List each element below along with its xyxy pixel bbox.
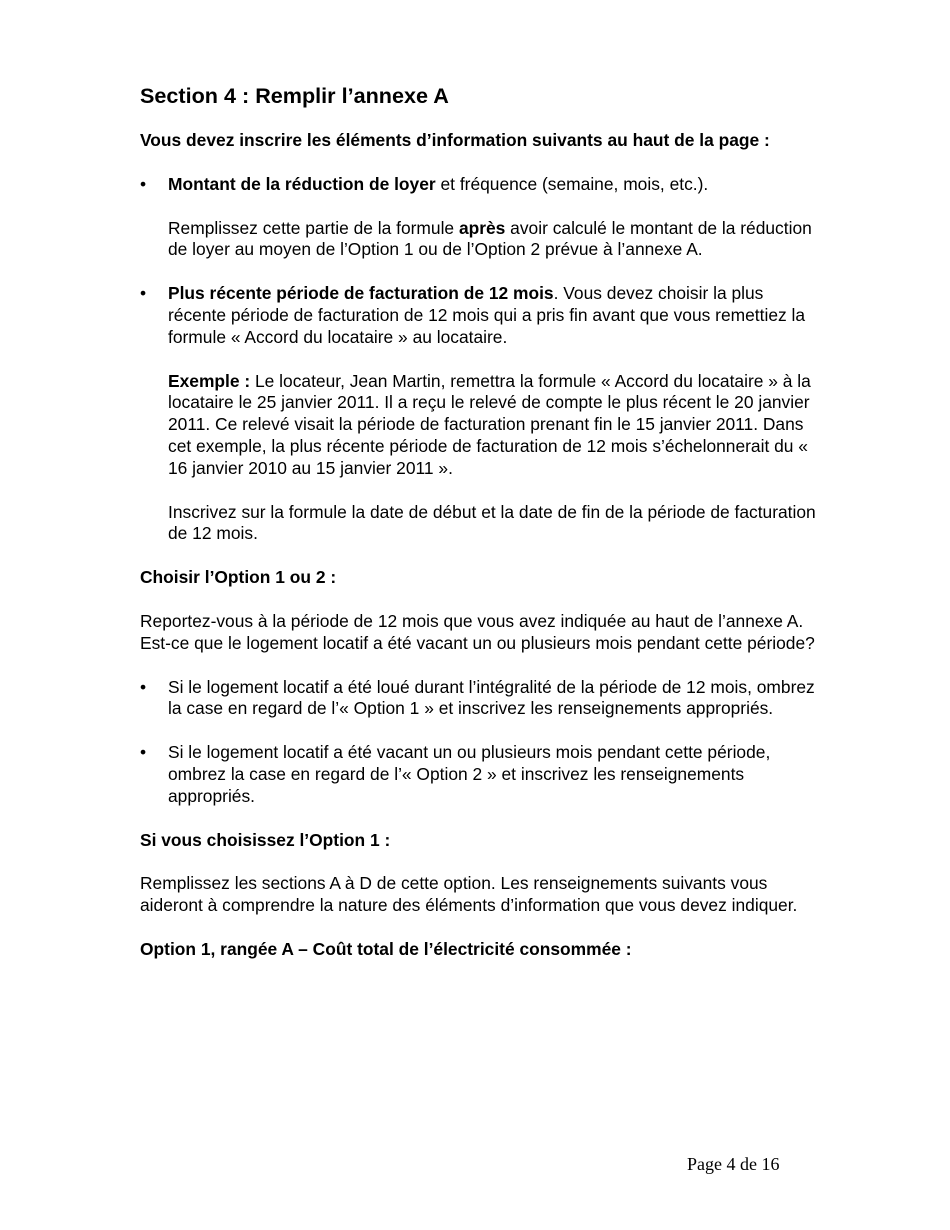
bullet-rent-reduction-text: et fréquence (semaine, mois, etc.).: [435, 173, 709, 194]
option1-paragraph: Remplissez les sections A à D de cette option. Les renseignements suivants vous aideront à comprendre la nature des éléments d’information que vous devez indiquer.: [140, 873, 798, 916]
page-content: [140, 82, 820, 983]
example-label: Exemple :: [168, 370, 251, 391]
choose-option-paragraph: Reportez-vous à la période de 12 mois que vous avez indiquée au haut de l’annexe A. Est-ce que le logement locatif a été vacant un ou plusieurs mois pendant cette période?: [140, 610, 815, 653]
page-number: Page 4 de 16: [687, 1154, 780, 1174]
paragraph-after-text-2: avoir calculé le montant de la réduction de loyer au moyen de l’Option 1 ou de l’Option 2 prévue à l’annexe A.: [168, 217, 812, 260]
bullet-option-1: • Si le logement locatif a été loué durant l’intégralité de la période de 12 mois, ombrez la case en regard de l’« Option 1 » et inscrivez les renseignements appropriés.: [140, 677, 820, 721]
option1-heading: Si vous choisissez l’Option 1 :: [140, 829, 391, 850]
bullet-billing-period-text: . Vous devez choisir la plus récente période de facturation de 12 mois qui a pris fin avant que vous remettiez la formule « Accord du locataire » au locataire.: [168, 283, 806, 347]
paragraph-after-calculation: [140, 218, 820, 262]
bullet-billing-period-bold: Plus récente période de facturation de 12 mois: [168, 283, 554, 304]
paragraph-after-text-1: Remplissez cette partie de la formule: [168, 217, 459, 238]
option1-row-a-heading: Option 1, rangée A – Coût total de l’électricité consommée :: [140, 938, 632, 959]
section-title: Section 4 : Remplir l’annexe A: [140, 83, 449, 108]
choose-option-heading: Choisir l’Option 1 ou 2 :: [140, 567, 337, 588]
bullet-rent-reduction: [140, 174, 820, 196]
bullet-option-2: • Si le logement locatif a été vacant un ou plusieurs mois pendant cette période, ombrez la case en regard de l’« Option 2 » et inscrivez les renseignements appropriés.: [140, 742, 820, 807]
bullet-rent-reduction-bold: Montant de la réduction de loyer: [168, 173, 436, 194]
example-paragraph: [140, 371, 820, 480]
paragraph-after-bold: après: [458, 217, 506, 238]
paragraph-inscrivez: Inscrivez sur la formule la date de début et la date de fin de la période de facturation de 12 mois.: [168, 501, 816, 544]
bullet-billing-period: [140, 283, 820, 348]
section-intro: Vous devez inscrire les éléments d’information suivants au haut de la page :: [140, 130, 770, 150]
example-text: Le locateur, Jean Martin, remettra la formule « Accord du locataire » à la locataire le 25 janvier 2011. Il a reçu le relevé de compte le plus récent le 20 janvier 2011. Ce relevé visait la période de facturation prenant fin le 15 janvier 2011. Dans cet exemple, la plus récente période de facturation de 12 mois s’échelonnerait du « 16 janvier 2010 au 15 janvier 2011 ».: [168, 370, 811, 478]
